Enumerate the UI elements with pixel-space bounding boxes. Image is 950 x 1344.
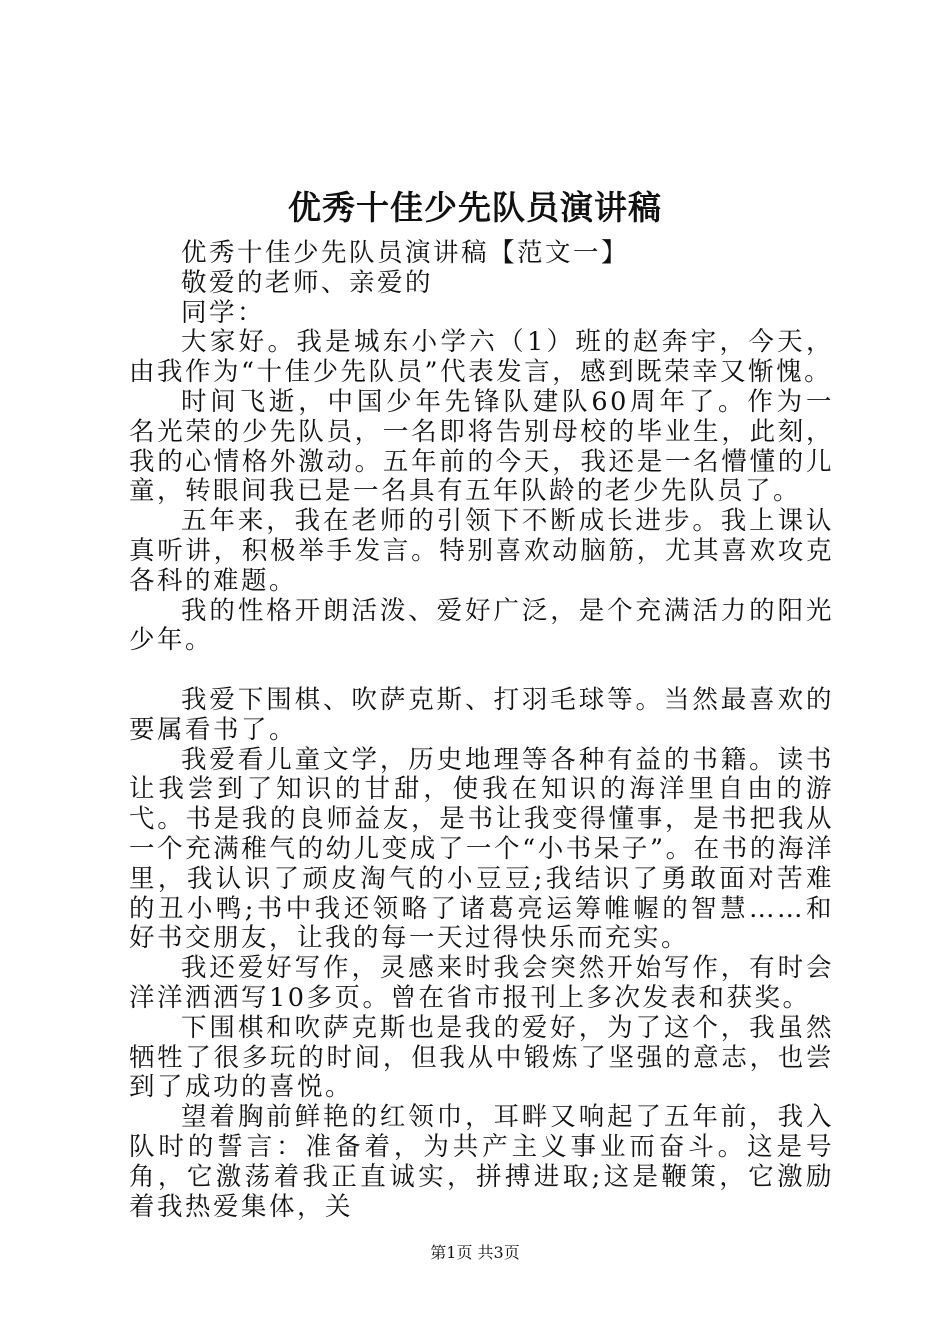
page-footer: 第1页 共3页 <box>430 1243 520 1262</box>
paragraph: 我的性格开朗活泼、爱好广泛，是个充满活力的阳光少年。 <box>129 595 834 656</box>
paragraph: 五年来，我在老师的引领下不断成长进步。我上课认真听讲，积极举手发言。特别喜欢动脑筋，尤其喜欢攻克各科的难题。 <box>129 506 834 596</box>
paragraph: 大家好。我是城东小学六（1）班的赵奔宇，今天，由我作为“十佳少先队员”代表发言，感到既荣幸又惭愧。 <box>129 327 834 388</box>
paragraph: 我还爱好写作，灵感来时我会突然开始写作，有时会洋洋洒洒写10多页。曾在省市报刊上多次发表和获奖。 <box>129 953 834 1013</box>
document-body <box>129 239 834 1222</box>
paragraph: 下围棋和吹萨克斯也是我的爱好，为了这个，我虽然牺牲了很多玩的时间，但我从中锻炼了坚强的意志，也尝到了成功的喜悦。 <box>129 1012 834 1103</box>
paragraph: 敬爱的老师、亲爱的 <box>181 267 434 298</box>
paragraph: 时间飞逝，中国少年先锋队建队60周年了。作为一名光荣的少先队员，一名即将告别母校的毕业生，此刻，我的心情格外激动。五年前的今天，我还是一名懵懂的儿童，转眼间我已是一名具有五年队龄的老少先队员了。 <box>129 386 834 507</box>
paragraph: 望着胸前鲜艳的红领巾，耳畔又响起了五年前，我入队时的誓言：准备着，为共产主义事业而奋斗。这是号角，它激荡着我正直诚实，拼搏进取;这是鞭策，它激励着我热爱集体，关 <box>129 1102 834 1222</box>
paragraph: 同学： <box>181 297 266 328</box>
document-title: 优秀十佳少先队员演讲稿 <box>288 188 662 227</box>
paragraph: 我爱看儿童文学，历史地理等各种有益的书籍。读书让我尝到了知识的甘甜，使我在知识的海洋里自由的游弋。书是我的良师益友，是书让我变得懂事，是书把我从一个充满稚气的幼儿变成了一个“小书呆子”。在书的海洋里，我认识了顽皮淘气的小豆豆;我结识了勇敢面对苦难的丑小鸭;书中我还领略了诸葛亮运筹帷幄的智慧……和好书交朋友，让我的每一天过得快乐而充实。 <box>129 744 834 954</box>
paragraph: 我爱下围棋、吹萨克斯、打羽毛球等。当然最喜欢的要属看书了。 <box>129 684 834 745</box>
paragraph: 优秀十佳少先队员演讲稿【范文一】 <box>181 238 630 268</box>
